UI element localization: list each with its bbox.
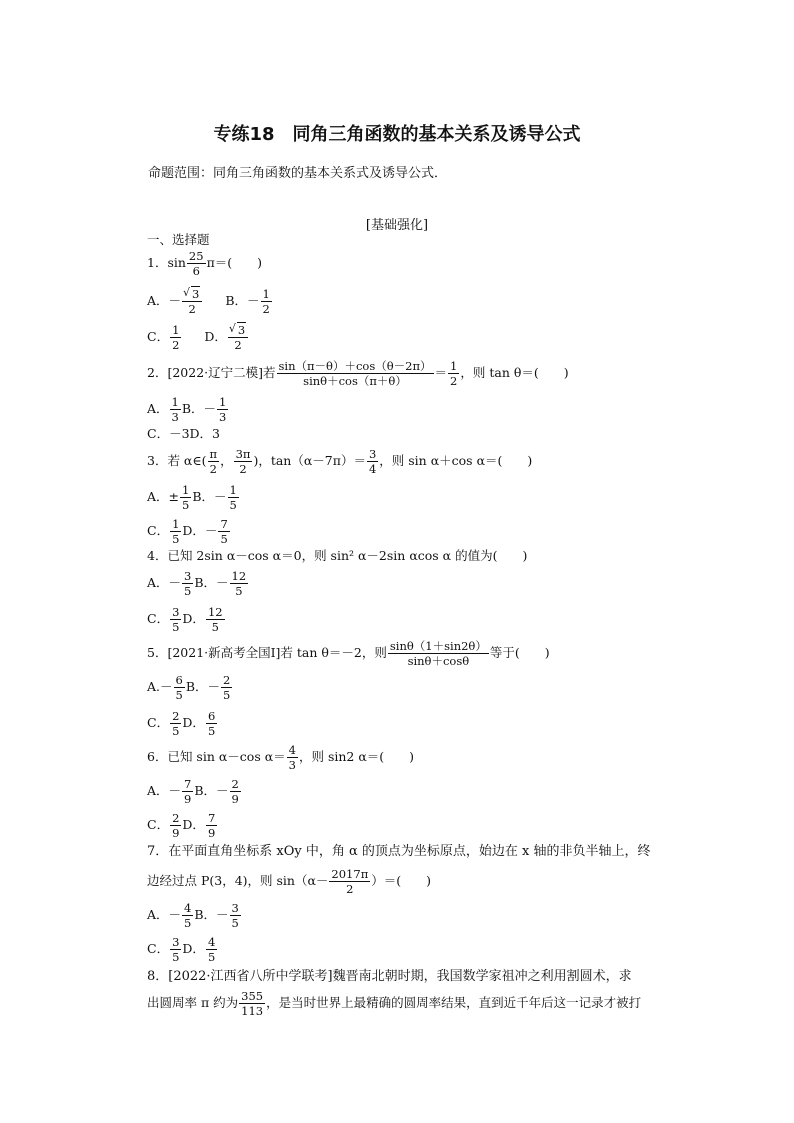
fraction: $\frac{25}{6}$ bbox=[188, 249, 204, 279]
section-heading: [基础强化] bbox=[365, 218, 429, 233]
question-3: 3．若 α∈( $\frac{\pi}{2}$ ， $\frac{3\pi}{2}$ )，tan（α－7π）＝ $\frac{3}{4}$ ，则 sin α＋cos α＝( ) bbox=[147, 447, 533, 477]
q6-options-cd: C． $\frac{2}{9}$ D． $\frac{7}{9}$ bbox=[147, 811, 216, 841]
question-1: 1．sin $\frac{25}{6}$ π＝( ) bbox=[147, 249, 263, 279]
q2-options-ab: A． $\frac{1}{3}$ B．－ $\frac{1}{3}$ bbox=[147, 395, 227, 425]
question-5: 5．[2021·新高考全国Ⅰ]若 tan θ＝－2，则 $\frac{\sin\theta(1+\sin 2\theta)}{\sin\theta+\cos\theta}$ 等于( ) bbox=[147, 639, 550, 669]
question-4: 4．已知 2sin α－cos α＝0，则 sin² α－2sin αcos α 的值为( ) bbox=[147, 548, 528, 563]
question-8-line2: 出圆周率 π 约为 $\frac{355}{113}$ ，是当时世界上最精确的圆周率结果，直到近千年后这一记录才被打 bbox=[147, 989, 642, 1019]
q4-options-ab: A．－ $\frac{3}{5}$ B．－ $\frac{12}{5}$ bbox=[147, 569, 247, 599]
q3-options-ab: A．± $\frac{1}{5}$ B．－ $\frac{1}{5}$ bbox=[147, 483, 237, 513]
q7-options-ab: A．－ $\frac{4}{5}$ B．－ $\frac{3}{5}$ bbox=[147, 901, 239, 931]
q1-options-cd: C． $\frac{1}{2}$ D． √ $\frac{3}{2}$ bbox=[147, 324, 249, 351]
q3-options-cd: C． $\frac{1}{5}$ D．－ $\frac{7}{5}$ bbox=[147, 517, 228, 547]
question-7-line2: 边经过点 P(3，4)，则 sin（α－ $\frac{2017\pi}{2}$ ）＝( ) bbox=[147, 867, 432, 897]
part-heading: 一、选择题 bbox=[147, 232, 210, 247]
question-7-line1: 7．在平面直角坐标系 xOy 中，角 α 的顶点为坐标原点，始边在 x 轴的非负半轴上，终 bbox=[147, 844, 651, 859]
q5-options-cd: C． $\frac{2}{5}$ D． $\frac{6}{5}$ bbox=[147, 709, 216, 739]
q4-options-cd: C． $\frac{3}{5}$ D． $\frac{12}{5}$ bbox=[147, 605, 223, 635]
question-8-line1: 8．[2022·江西省八所中学联考]魏晋南北朝时期，我国数学家祖冲之利用割圆术，求 bbox=[147, 969, 632, 984]
q6-options-ab: A．－ $\frac{7}{9}$ B．－ $\frac{2}{9}$ bbox=[147, 777, 239, 807]
q5-options-ab: A.－ $\frac{6}{5}$ B．－ $\frac{2}{5}$ bbox=[147, 673, 231, 703]
q1-options-ab: A．－ √ $\frac{3}{2}$ B．－ $\frac{1}{2}$ bbox=[147, 288, 273, 315]
q7-options-cd: C． $\frac{3}{5}$ D． $\frac{4}{5}$ bbox=[147, 935, 216, 965]
scope-text: 命题范围：同角三角函数的基本关系式及诱导公式． bbox=[148, 166, 448, 181]
question-2: 2．[2022·辽宁二模]若 $\frac{\sin(\pi-\theta)+\cos(\theta-2\pi)}{\sin\theta+\cos(\pi+\theta)}$ ＝ $\frac{1}{2}$ ，则 tan θ＝( ) bbox=[147, 359, 569, 389]
page-title: 专练18 同角三角函数的基本关系及诱导公式 bbox=[213, 124, 581, 145]
q2-options-cd: C．－3D．3 bbox=[147, 426, 220, 441]
question-6: 6．已知 sin α－cos α＝ $\frac{4}{3}$ ，则 sin2 α＝( ) bbox=[147, 743, 415, 773]
